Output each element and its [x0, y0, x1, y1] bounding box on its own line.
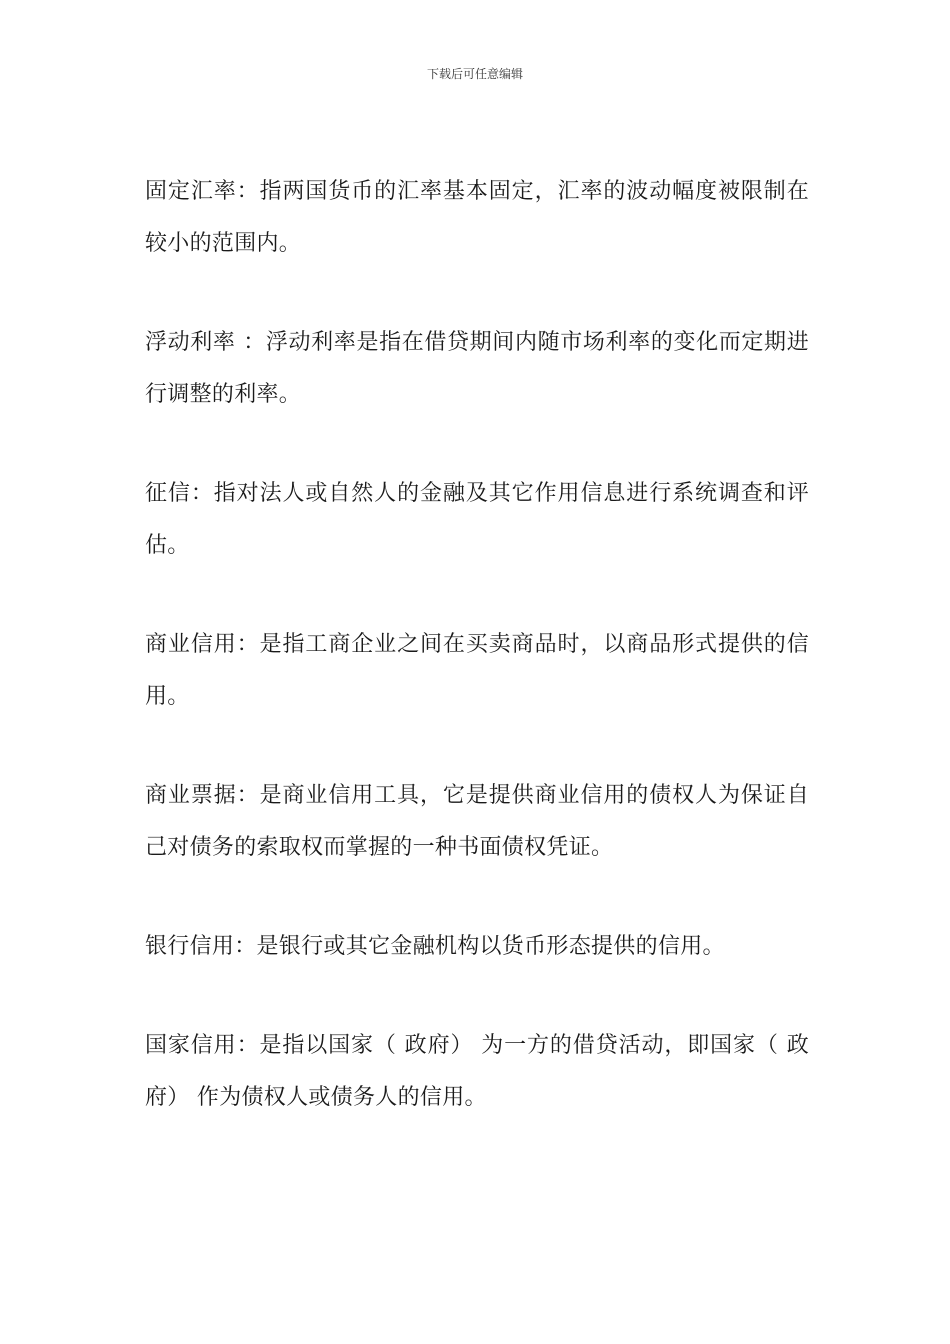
term-fixed-exchange-rate: 固定汇率：指两国货币的汇率基本固定，汇率的波动幅度被限制在较小的范围内。 — [145, 179, 809, 256]
term-state-credit: 国家信用：是指以国家（ 政府） 为一方的借贷活动，即国家（ 政府） 作为债权人或债务人的信用。 — [145, 1033, 809, 1110]
document-body — [145, 166, 809, 1171]
term-floating-interest-rate: 浮动利率 ：浮动利率是指在借贷期间内随市场利率的变化而定期进行调整的利率。 — [145, 330, 809, 407]
term-bank-credit: 银行信用：是银行或其它金融机构以货币形态提供的信用。 — [145, 934, 725, 959]
term-credit-reporting: 征信：指对法人或自然人的金融及其它作用信息进行系统调查和评估。 — [145, 481, 809, 558]
term-commercial-paper: 商业票据：是商业信用工具，它是提供商业信用的债权人为保证自己对债务的索取权而掌握的一种书面债权凭证。 — [145, 783, 809, 860]
term-commercial-credit: 商业信用：是指工商企业之间在买卖商品时，以商品形式提供的信用。 — [145, 632, 809, 709]
page-header: 下载后可任意编辑 — [426, 67, 523, 81]
